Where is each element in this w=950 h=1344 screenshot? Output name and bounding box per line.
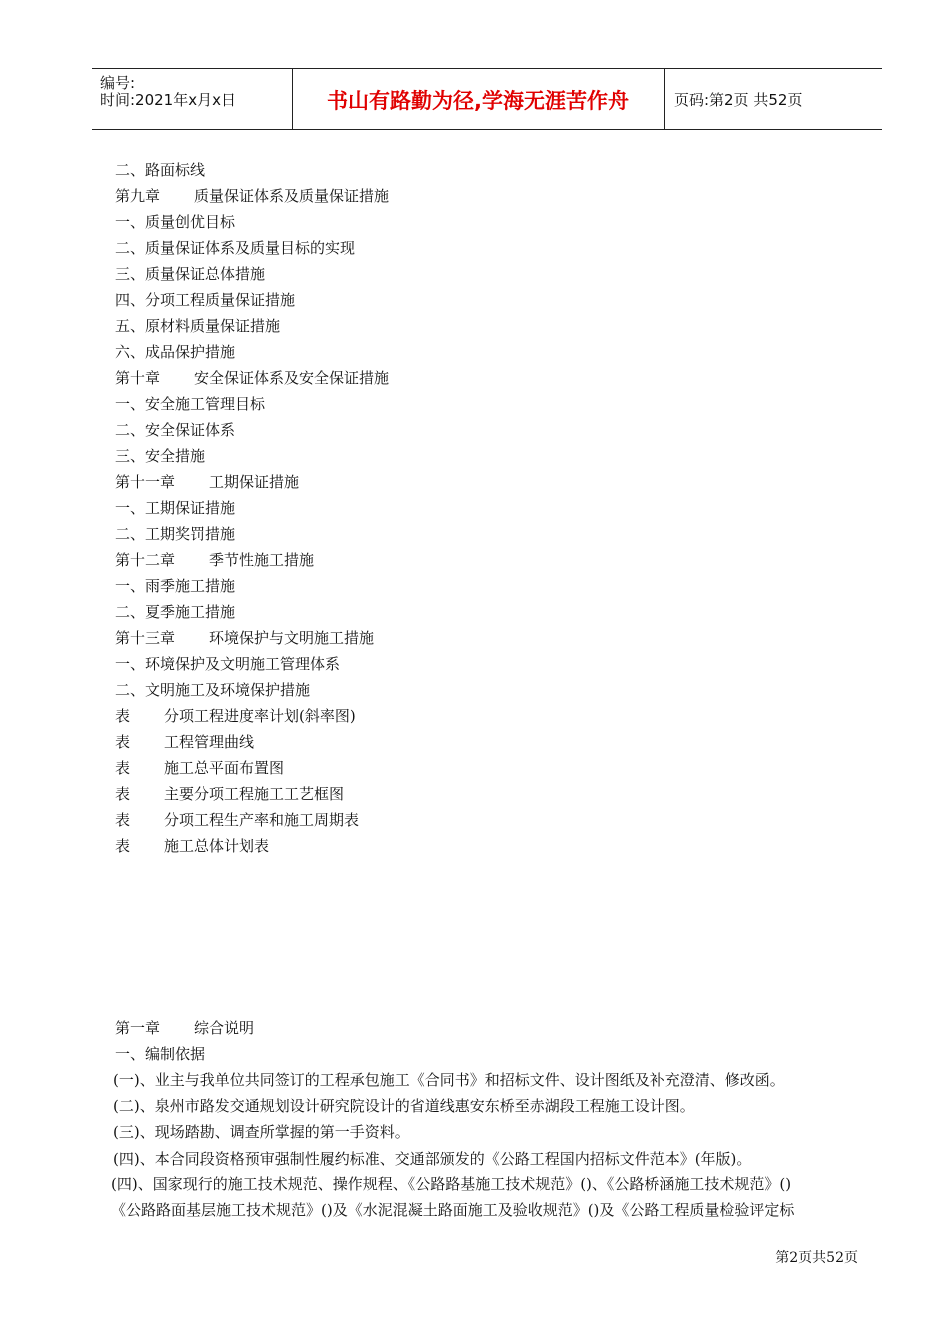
toc-entry-title: 工期奖罚措施 xyxy=(145,525,236,543)
toc-entry-number: 一、 xyxy=(115,395,146,413)
toc-entry-number: 第十三章 xyxy=(115,629,176,647)
toc-entry xyxy=(115,469,835,495)
toc-entry-title: 施工总体计划表 xyxy=(164,837,270,855)
toc-entry xyxy=(115,235,835,261)
chapter-number: 第一章 xyxy=(115,1019,161,1037)
toc-entry-number: 表 xyxy=(115,707,131,725)
toc-entry xyxy=(115,495,835,521)
toc-entry-title: 施工总平面布置图 xyxy=(164,759,285,777)
toc-entry xyxy=(115,313,835,339)
paragraph-line: (一)、业主与我单位共同签订的工程承包施工《合同书》和招标文件、设计图纸及补充澄清、修改函。 xyxy=(113,1071,785,1089)
toc-entry-number: 六、 xyxy=(115,343,146,361)
paragraph-line: 《公路路面基层施工技术规范》()及《水泥混凝土路面施工及验收规范》()及《公路工程质量检验评定标 xyxy=(111,1201,795,1219)
chapter-title: 综合说明 xyxy=(194,1019,255,1037)
toc-entry-number: 一、 xyxy=(115,213,146,231)
toc-entry-title: 质量保证体系及质量保证措施 xyxy=(194,187,390,205)
toc-entry-title: 原材料质量保证措施 xyxy=(145,317,281,335)
toc-entry-title: 季节性施工措施 xyxy=(209,551,315,569)
toc-entry-title: 工期保证措施 xyxy=(209,473,300,491)
toc-entry xyxy=(115,443,835,469)
toc-entry-number: 二、 xyxy=(115,681,146,699)
toc-entry-title: 文明施工及环境保护措施 xyxy=(145,681,311,699)
toc-entry-number: 表 xyxy=(115,785,131,803)
toc-entry-title: 路面标线 xyxy=(145,161,206,179)
toc-entry xyxy=(115,157,835,183)
toc-entry xyxy=(115,651,835,677)
document-number-label: 编号: xyxy=(100,74,136,92)
toc-entry xyxy=(115,209,835,235)
toc-entry-number: 表 xyxy=(115,759,131,777)
toc-entry xyxy=(115,365,835,391)
header-motto: 书山有路勤为径,学海无涯苦作舟 xyxy=(327,89,629,113)
toc-entry-title: 雨季施工措施 xyxy=(145,577,236,595)
toc-entry xyxy=(115,521,835,547)
toc-entry-title: 工期保证措施 xyxy=(145,499,236,517)
toc-entry xyxy=(115,729,835,755)
toc-entry-title: 主要分项工程施工工艺框图 xyxy=(164,785,345,803)
toc-entry xyxy=(115,417,835,443)
page-header xyxy=(92,68,882,130)
toc-entry xyxy=(115,573,835,599)
toc-entry-title: 质量保证总体措施 xyxy=(145,265,266,283)
toc-entry xyxy=(115,703,835,729)
header-page-cell xyxy=(664,69,882,129)
toc-entry xyxy=(115,547,835,573)
toc-entry-title: 质量创优目标 xyxy=(145,213,236,231)
toc-entry xyxy=(115,807,835,833)
toc-entry-number: 二、 xyxy=(115,239,146,257)
table-of-contents xyxy=(115,157,835,859)
toc-entry-number: 表 xyxy=(115,811,131,829)
toc-entry-number: 二、 xyxy=(115,603,146,621)
toc-entry-title: 夏季施工措施 xyxy=(145,603,236,621)
toc-entry xyxy=(115,261,835,287)
toc-entry-number: 第十章 xyxy=(115,369,161,387)
toc-entry xyxy=(115,755,835,781)
toc-entry-number: 一、 xyxy=(115,577,146,595)
page-footer: 第2页共52页 xyxy=(775,1250,858,1266)
toc-entry-number: 表 xyxy=(115,733,131,751)
toc-entry-title: 安全保证体系及安全保证措施 xyxy=(194,369,390,387)
toc-entry-number: 二、 xyxy=(115,161,146,179)
toc-entry xyxy=(115,287,835,313)
toc-entry-number: 表 xyxy=(115,837,131,855)
toc-entry-title: 环境保护及文明施工管理体系 xyxy=(145,655,341,673)
toc-entry-number: 三、 xyxy=(115,265,146,283)
toc-entry-title: 安全施工管理目标 xyxy=(145,395,266,413)
toc-entry xyxy=(115,183,835,209)
toc-entry-title: 安全措施 xyxy=(145,447,206,465)
paragraph-line: (二)、泉州市路发交通规划设计研究院设计的省道线惠安东桥至赤湖段工程施工设计图。 xyxy=(113,1097,695,1115)
section-heading: 一、编制依据 xyxy=(115,1045,206,1063)
header-motto-cell xyxy=(292,69,665,129)
toc-entry-title: 质量保证体系及质量目标的实现 xyxy=(145,239,356,257)
toc-entry-number: 第十二章 xyxy=(115,551,176,569)
toc-entry xyxy=(115,625,835,651)
paragraph-line: (三)、现场踏勘、调查所掌握的第一手资料。 xyxy=(113,1123,410,1141)
chapter-heading xyxy=(115,1015,875,1041)
toc-entry-number: 二、 xyxy=(115,525,146,543)
chapter-one-section xyxy=(115,1015,875,1067)
toc-entry-number: 第十一章 xyxy=(115,473,176,491)
toc-entry xyxy=(115,391,835,417)
toc-entry xyxy=(115,677,835,703)
toc-entry-title: 分项工程生产率和施工周期表 xyxy=(164,811,360,829)
toc-entry-title: 安全保证体系 xyxy=(145,421,236,439)
toc-entry-number: 二、 xyxy=(115,421,146,439)
document-time-label: 时间:2021年x月x日 xyxy=(100,91,236,109)
toc-entry-title: 工程管理曲线 xyxy=(164,733,255,751)
header-meta-cell xyxy=(92,69,293,129)
toc-entry-title: 环境保护与文明施工措施 xyxy=(209,629,375,647)
toc-entry-number: 三、 xyxy=(115,447,146,465)
toc-entry-number: 一、 xyxy=(115,499,146,517)
toc-entry-number: 四、 xyxy=(115,291,146,309)
toc-entry-title: 成品保护措施 xyxy=(145,343,236,361)
toc-entry xyxy=(115,599,835,625)
toc-entry-number: 五、 xyxy=(115,317,146,335)
toc-entry-title: 分项工程质量保证措施 xyxy=(145,291,296,309)
header-page-info: 页码:第2页 共52页 xyxy=(674,91,803,109)
toc-entry xyxy=(115,833,835,859)
paragraph-line: (四)、本合同段资格预审强制性履约标准、交通部颁发的《公路工程国内招标文件范本》(年版)。 xyxy=(113,1150,752,1168)
toc-entry-number: 一、 xyxy=(115,655,146,673)
paragraph-line: (四)、国家现行的施工技术规范、操作规程、《公路路基施工技术规范》()、《公路桥涵施工技术规范》() xyxy=(111,1175,792,1193)
toc-entry xyxy=(115,781,835,807)
toc-entry xyxy=(115,339,835,365)
toc-entry-title: 分项工程进度率计划(斜率图) xyxy=(164,707,356,725)
toc-entry-number: 第九章 xyxy=(115,187,161,205)
